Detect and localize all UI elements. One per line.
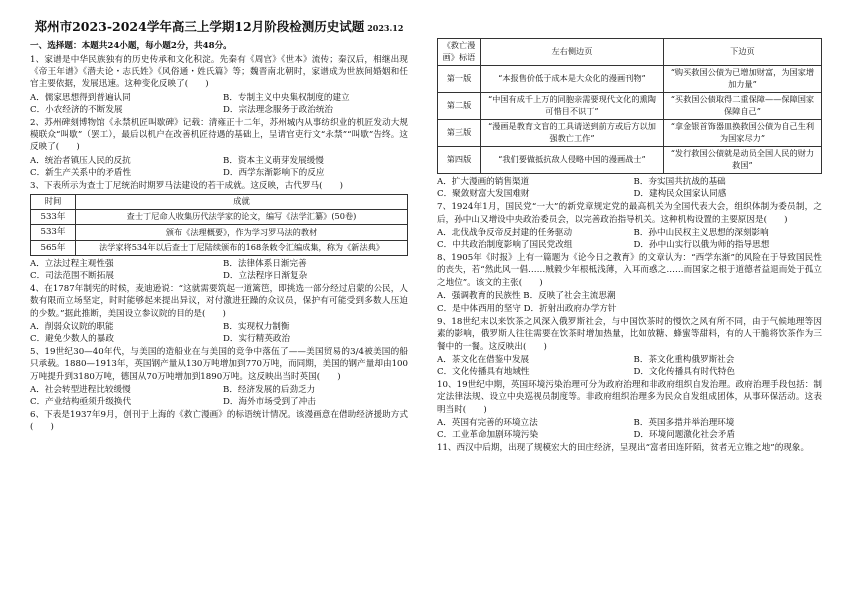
option[interactable]: B．孙中山民权主义思想的深刻影响 bbox=[633, 227, 769, 238]
table-cell: 法学家将534年以后查士丁尼陆续颁布的168条敕令汇编成集，称为《新法典》 bbox=[76, 240, 408, 255]
question-6-stem: 6、下表是1937年9月，创刊于上海的《救亡漫画》的标语统计情况。该漫画意在借助经济援助方式( ) bbox=[30, 410, 408, 433]
question-6-options bbox=[437, 176, 822, 200]
table-row bbox=[31, 210, 408, 225]
option[interactable]: D．环境问题激化社会矛盾 bbox=[633, 430, 735, 441]
option[interactable]: B．资本主义萌芽发展缓慢 bbox=[223, 155, 324, 166]
option[interactable]: C．是中体西用的坚守 bbox=[437, 304, 521, 315]
table-row bbox=[438, 93, 822, 120]
question-1-options bbox=[30, 92, 408, 116]
table-cell: 533年 bbox=[31, 225, 76, 240]
table-cell: “本报售价低于成本是大众化的漫画刊物” bbox=[481, 66, 664, 93]
option[interactable]: D．海外市场受到了冲击 bbox=[223, 396, 316, 407]
table-header: 成就 bbox=[76, 195, 408, 210]
option[interactable]: B．英国多措并举治理环境 bbox=[633, 417, 735, 428]
option[interactable]: D．孙中山实行以俄为师的指导思想 bbox=[633, 240, 770, 251]
option[interactable]: D．折射出政府办学方针 bbox=[523, 304, 617, 315]
table-cell: 第一版 bbox=[438, 66, 481, 93]
table-cell: “发行救国公债就是动员全国人民的财力救国” bbox=[663, 147, 821, 174]
question-11-stem: 11、西汉中后期，出现了规模宏大的田庄经济，呈现出“富者田连阡陌，贫者无立锥之地”的现象。 bbox=[437, 443, 810, 454]
table-cell: 查士丁尼命人收集历代法学家的论文，编写《法学汇纂》(50卷) bbox=[76, 210, 408, 225]
option[interactable]: D．文化传播具有时代特色 bbox=[633, 367, 735, 378]
table-row bbox=[31, 225, 408, 240]
question-3-table bbox=[30, 194, 408, 256]
table-row bbox=[438, 120, 822, 147]
option[interactable]: A．茶文化在借鉴中发展 bbox=[437, 354, 530, 365]
option[interactable]: B．经济发展的后劲乏力 bbox=[223, 384, 316, 395]
left-column bbox=[30, 18, 408, 435]
option[interactable]: D．宗法理念服务于政治统治 bbox=[223, 104, 334, 115]
option[interactable]: D．建构民众国家认同感 bbox=[633, 189, 727, 200]
option[interactable]: D．实行精英政治 bbox=[223, 333, 291, 344]
section-heading: 一、选择题：本题共24小题，每小题2分，共48分。 bbox=[30, 40, 232, 51]
option-pair bbox=[437, 290, 822, 302]
option[interactable]: A．儒家思想得到普遍认同 bbox=[30, 92, 131, 103]
option[interactable]: A．立法过程主观性强 bbox=[30, 258, 114, 269]
table-header-row bbox=[438, 39, 822, 66]
question-4-options bbox=[30, 321, 408, 345]
question-7-options bbox=[437, 227, 822, 251]
question-2-stem: 2、苏州碑刻博物馆《永禁机匠叫歇碑》记载：清雍正十二年，苏州城内从事纺织业的机匠发动大规模联众“叫歇”（罢工），最后以机户在改善机匠待遇的基础上，呈请官吏行文“永禁”“叫歇”告终。这反映了( ) bbox=[30, 117, 408, 153]
option[interactable]: B．夯实国共抗战的基础 bbox=[633, 177, 726, 187]
table-row bbox=[31, 240, 408, 255]
question-10-stem: 10、19世纪中期，英国环境污染治理可分为政府治理和非政府组织自发治理。政府治理手段包括：制定法律法规、设立中央巡视员制度等。非政府组织治理多为民众自发组成团体，从事环保活动。这表明当时( ) bbox=[437, 380, 822, 415]
question-6-table bbox=[437, 38, 822, 174]
option[interactable]: A．削弱众议院的职能 bbox=[30, 321, 114, 332]
table-cell: 565年 bbox=[31, 240, 76, 255]
title-text: 郑州市2023-2024学年高三上学期12月阶段检测历史试题 bbox=[34, 19, 365, 34]
question-9-stem: 9、18世纪末以来饮茶之风深入俄罗斯社会，与中国饮茶时的慢饮之风有所不同，由于气候地理等因素的影响，俄罗斯人往往需要在饮茶时增加热量，比如放糖、蜂蜜等甜料，有的人干脆将饮茶作为三餐中的一餐。这反映出( ) bbox=[437, 317, 822, 352]
option[interactable]: C．新生产关系中的矛盾性 bbox=[30, 167, 132, 178]
option[interactable]: A．统治者镇压人民的反抗 bbox=[30, 155, 131, 166]
question-7-stem: 7、1924年1月，国民党“一大”的新党章规定党的最高机关为全国代表大会，组织体制为委员制，之后，孙中山又增设中央政治委员会，以完善政治指导机关。这种机构设置的主要原因是( ) bbox=[437, 202, 822, 225]
option[interactable]: B．专制主义中央集权制度的建立 bbox=[223, 92, 350, 103]
table-cell: 颁布《法理概要》，作为学习罗马法的教材 bbox=[76, 225, 408, 240]
table-header: 时间 bbox=[31, 195, 76, 210]
table-cell: 第四版 bbox=[438, 147, 481, 174]
question-3-options bbox=[30, 258, 408, 282]
question-4-stem: 4、在1787年制宪的时候，麦迪逊说：“这就需要筑起一道篱笆，即挑选一部分经过启蒙的公民，人数有限而立场坚定，时时能够起来提出异议，对付激进狂躁的众议员，保护有可能受到多数人压迫的少数。”据此推断，美国设立参议院的目的是( ) bbox=[30, 284, 408, 319]
option[interactable]: B．实现权力制衡 bbox=[223, 321, 290, 332]
question-2-options bbox=[30, 155, 408, 179]
page-title bbox=[30, 18, 408, 36]
option[interactable]: A．扩大漫画的销售渠道 bbox=[437, 177, 530, 187]
option[interactable]: A．英国有完善的环境立法 bbox=[437, 417, 538, 428]
option[interactable]: C．中共政治制度影响了国民党改组 bbox=[437, 240, 573, 251]
question-5-stem: 5、19世纪30—40年代，与美国的造船业在与美国的竞争中落伍了——美国贸易的3/4被美国的船只承载。1880—1913年，英国钢产量从130万吨增加到770万吨，而同期，美国的钢产量却由100万吨提升到3180万吨，德国从70万吨增加到1890万吨。这反映出当时英国( ) bbox=[30, 347, 408, 382]
table-header: 下边页 bbox=[663, 39, 821, 66]
table-cell: “购买救国公债为已增加财富，为国家增加力量” bbox=[663, 66, 821, 93]
option[interactable]: A．社会转型进程比较缓慢 bbox=[30, 384, 131, 395]
option-pair bbox=[437, 303, 822, 315]
option[interactable]: A．北伐战争反帝反封建的任务驱动 bbox=[437, 227, 573, 238]
table-header-row bbox=[31, 195, 408, 210]
table-row bbox=[438, 147, 822, 174]
question-1-stem: 1、家谱是中华民族独有的历史传承和文化积淀。先秦有《周官》《世本》流传；秦汉后，相继出现《帝王年谱》《潜夫论・志氏姓》《风俗通・姓氏篇》等；魏晋南北朝时，家谱成为世族间婚姻和任官主要依据，发展迅速。这种变化反映了( ) bbox=[30, 54, 408, 90]
option[interactable]: C．产业结构亟须升级换代 bbox=[30, 396, 132, 407]
option[interactable]: A．强调教育的民族性 bbox=[437, 290, 521, 301]
option[interactable]: C．司法范围不断拓展 bbox=[30, 270, 114, 281]
table-cell: “我们要做抵抗敌人侵略中国的漫画战士” bbox=[481, 147, 664, 174]
table-cell: 533年 bbox=[31, 210, 76, 225]
question-3-stem: 3、下表所示为查士丁尼统治时期罗马法建设的若干成就。这反映，古代罗马( ) bbox=[30, 180, 343, 191]
option[interactable]: C．文化传播具有地域性 bbox=[437, 367, 530, 378]
option[interactable]: C．避免少数人的暴政 bbox=[30, 333, 114, 344]
option[interactable]: C．工业革命加剧环境污染 bbox=[437, 430, 539, 441]
option[interactable]: B．茶文化重构俄罗斯社会 bbox=[633, 354, 735, 365]
table-row bbox=[438, 66, 822, 93]
option[interactable]: C．小农经济的不断发展 bbox=[30, 104, 123, 115]
right-column bbox=[437, 36, 822, 455]
question-10-options bbox=[437, 417, 822, 441]
table-header: 《救亡漫画》标语 bbox=[438, 39, 481, 66]
title-date: 2023.12 bbox=[367, 23, 404, 33]
question-8-options bbox=[437, 290, 822, 315]
table-cell: “漫画是教育文盲的工具请送到前方或后方以加强教亡工作” bbox=[481, 120, 664, 147]
table-cell: “买救国公债取得二重保障——保障国家保障自己” bbox=[663, 93, 821, 120]
option[interactable]: D．立法程序日渐复杂 bbox=[223, 270, 308, 281]
option[interactable]: C．聚敛财富大发国难财 bbox=[437, 189, 530, 200]
question-5-options bbox=[30, 384, 408, 408]
table-cell: “中国有成千上万的同胞亲需要现代文化的熏陶可惜目不识丁” bbox=[481, 93, 664, 120]
option[interactable]: B．反映了社会主流思潮 bbox=[523, 290, 616, 301]
option[interactable]: B．法律体系日渐完善 bbox=[223, 258, 307, 269]
question-9-options bbox=[437, 354, 822, 378]
option[interactable]: D．西学东渐影响下的反应 bbox=[223, 167, 325, 178]
question-8-stem: 8、1905年《时报》上有一篇题为《论今日之教育》的文章认为：“西学东渐”的风险在于导致国民性的丧失，若“然此风一倡……贼毅少年根柢浅薄，入耳而惑之……而国家之根于道德者益退而处于孤立之地位”。该文的主张( ) bbox=[437, 253, 822, 288]
table-header: 左右侧边页 bbox=[481, 39, 664, 66]
table-cell: 第二版 bbox=[438, 93, 481, 120]
table-cell: “拿金银首饰器皿换救国公债为自己生利为国家尽力” bbox=[663, 120, 821, 147]
table-cell: 第三版 bbox=[438, 120, 481, 147]
